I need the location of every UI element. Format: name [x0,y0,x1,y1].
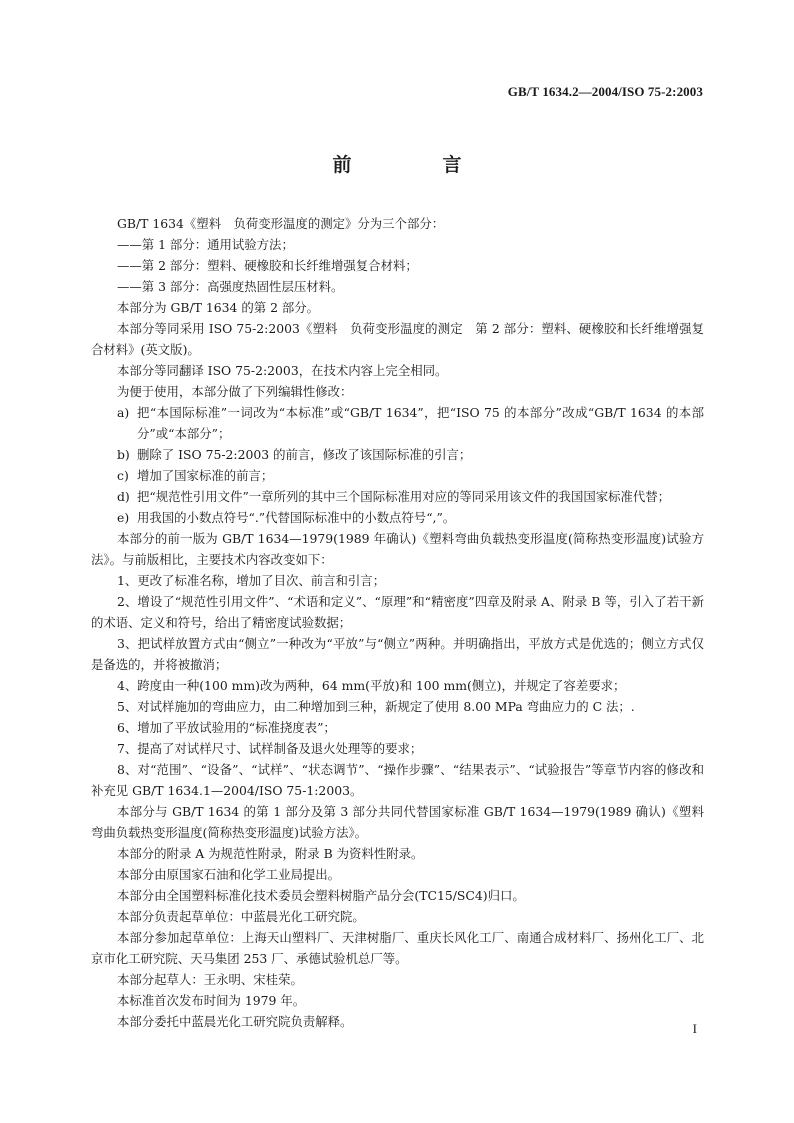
change-item: 2、增设了“规范性引用文件”、“术语和定义”、“原理”和“精密度”四章及附录 A、附录 B 等，引入了若干新的术语、定义和符号，给出了精密度试验数据； [91,594,704,630]
paragraph: 本部分的前一版为 GB/T 1634—1979(1989 年确认)《塑料弯曲负载热变形温度(简称热变形温度)试验方法》。与前版相比，主要技术内容改变如下： [91,531,704,567]
edit-list-item [91,507,704,528]
paragraph: 本部分起草人：王永明、宋桂荣。 [117,972,303,987]
list-marker: e) [117,510,130,525]
foreword-body [91,213,704,1032]
page-title: 前 言 [332,154,498,176]
paragraph: 本部分等同翻译 ISO 75-2:2003，在技术内容上完全相同。 [117,363,448,378]
list-item-text: 用我国的小数点符号“.”代替国际标准中的小数点符号“,”。 [137,510,456,525]
page-number: I [692,1021,697,1036]
list-item-text: 把“本国际标准”一词改为“本标准”或“GB/T 1634”，把“ISO 75 的本部分”改成“GB/T 1634 的本部分”或“本部分”； [137,405,704,441]
paragraph: 本部分由全国塑料标准化技术委员会塑料树脂产品分会(TC15/SC4)归口。 [117,888,525,903]
paragraph: 为便于使用，本部分做了下列编辑性修改： [117,384,353,399]
list-item-text: 删除了 ISO 75-2:2003 的前言，修改了该国际标准的引言； [137,447,472,462]
paragraph: 本部分与 GB/T 1634 的第 1 部分及第 3 部分共同代替国家标准 GB/T 1634—1979(1989 确认)《塑料弯曲负载热变形温度(简称热变形温度)试验方法》。 [91,804,704,840]
change-item: 3、把试样放置方式由“侧立”一种改为“平放”与“侧立”两种。并明确指出，平放方式是优选的；侧立方式仅是备选的，并将被撤消； [91,636,704,672]
paragraph: 本标准首次发布时间为 1979 年。 [117,993,306,1008]
paragraph: 本部分为 GB/T 1634 的第 2 部分。 [117,300,320,315]
list-item-text: 把“规范性引用文件”一章所列的其中三个国际标准用对应的等同采用该文件的我国国家标准代替； [137,489,671,504]
paragraph: 本部分负责起草单位：中蓝晨光化工研究院。 [117,909,365,924]
paragraph: 本部分由原国家石油和化学工业局提出。 [117,867,341,882]
list-marker: a) [117,405,130,420]
standard-code: GB/T 1634.2—2004/ISO 75-2:2003 [507,84,703,99]
change-item: 1、更改了标准名称，增加了目次、前言和引言； [117,573,386,588]
change-item: 7、提高了对试样尺寸、试样制备及退火处理等的要求； [117,741,423,756]
edit-list-item [91,465,704,486]
edit-list-item [91,402,704,444]
paragraph: GB/T 1634《塑料 负荷变形温度的测定》分为三个部分： [117,216,445,231]
change-item: 6、增加了平放试验用的“标准挠度表”； [117,720,336,735]
list-marker: c) [117,468,129,483]
list-item-text: 增加了国家标准的前言； [137,468,274,483]
part-list-item: ——第 1 部分：通用试验方法； [117,237,294,252]
paragraph: 本部分参加起草单位：上海天山塑料厂、天津树脂厂、重庆长风化工厂、南通合成材料厂、扬州化工厂、北京市化工研究院、天马集团 253 厂、承德试验机总厂等。 [91,930,704,966]
change-item: 4、跨度由一种(100 mm)改为两种，64 mm(平放)和 100 mm(侧立)，并规定了容差要求； [117,678,626,693]
paragraph: 本部分的附录 A 为规范性附录，附录 B 为资料性附录。 [117,846,424,861]
part-list-item: ——第 2 部分：塑料、硬橡胶和长纤维增强复合材料； [117,258,418,273]
list-marker: d) [117,489,130,504]
list-marker: b) [117,447,130,462]
change-item: 5、对试样施加的弯曲应力，由二种增加到三种，新规定了使用 8.00 MPa 弯曲应力的 C 法；. [117,699,635,714]
edit-list-item [91,486,704,507]
edit-list-item [91,444,704,465]
part-list-item: ——第 3 部分：高强度热固性层压材料。 [117,279,344,294]
paragraph: 本部分等同采用 ISO 75-2:2003《塑料 负荷变形温度的测定 第 2 部分：塑料、硬橡胶和长纤维增强复合材料》(英文版)。 [91,321,704,357]
paragraph: 本部分委托中蓝晨光化工研究院负责解释。 [117,1014,353,1029]
change-item: 8、对“范围”、“设备”、“试样”、“状态调节”、“操作步骤”、“结果表示”、“试验报告”等章节内容的修改和补充见 GB/T 1634.1—2004/ISO 75-1:2003。 [91,762,704,798]
